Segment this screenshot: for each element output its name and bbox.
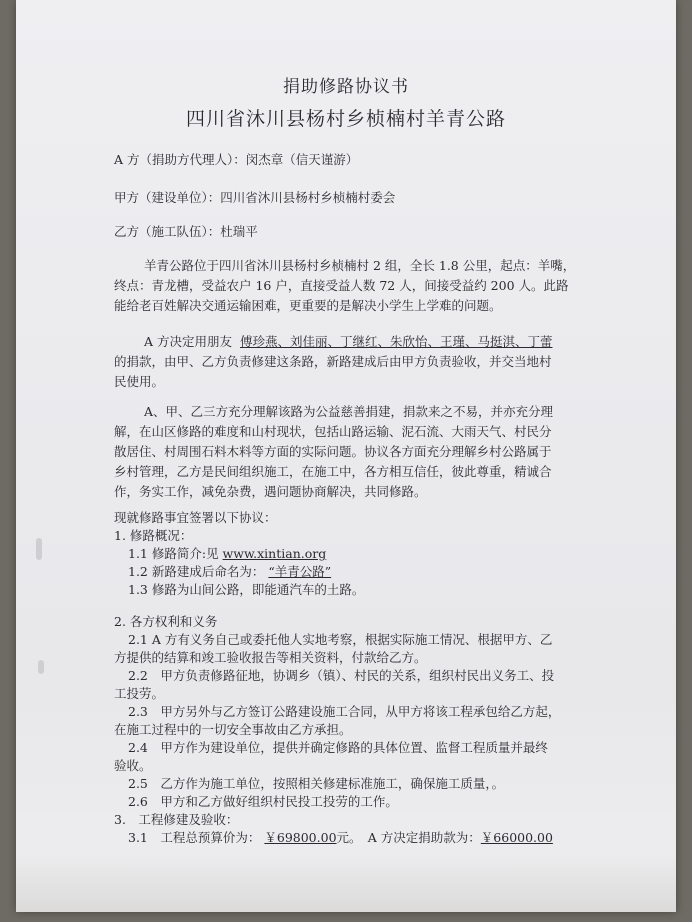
section3-item1: 3.1 工程总预算价为： ￥69800.00元。 A 方决定捐助款为：￥66000.00 <box>128 830 553 845</box>
section2-line: 在施工过程中的一切安全事故由乙方承担。 <box>114 722 352 737</box>
section2-line: 2.1 A 方有义务自己或委托他人实地考察，根据实际施工情况、根据甲方、乙 <box>128 632 553 647</box>
section3-heading: 3. 工程修建及验收： <box>114 812 239 827</box>
para3-line: 散居住、村周围石料木料等方面的实际问题。协议各方面充分理解乡村公路属于 <box>114 444 552 459</box>
party-jia: 甲方（建设单位）：四川省沐川县杨村乡桢楠村委会 <box>114 190 396 205</box>
para2-line: 民使用。 <box>114 374 165 389</box>
budget-amount: ￥69800.00 <box>264 830 337 845</box>
document-title: 捐助修路协议书 <box>283 77 409 97</box>
para1-line: 羊青公路位于四川省沐川县杨村乡桢楠村 2 组，全长 1.8 公里，起点：羊嘴， <box>144 258 576 273</box>
para3-line: 作，务实工作，减免杂费，遇问题协商解决，共同修路。 <box>114 484 427 499</box>
para2-line: 的捐款，由甲、乙方负责修建这条路，新路建成后由甲方负责验收，并交当地村 <box>114 354 552 369</box>
section1-heading: 1. 修路概况： <box>114 528 193 543</box>
para2-line: A 方决定用朋友 傅珍燕、刘佳丽、丁继红、朱欣怡、王瑾、马挺淇、丁蕾 <box>144 334 553 349</box>
section2-line: 方提供的结算和竣工验收报告等相关资料，付款给乙方。 <box>114 650 427 665</box>
section1-item1: 1.1 修路简介:见 www.xintian.org <box>128 546 327 561</box>
section1-item3: 1.3 修路为山间公路，即能通汽车的土路。 <box>128 582 365 597</box>
donation-amount: ￥66000.00 <box>480 830 553 845</box>
section2-line: 验收。 <box>114 758 152 773</box>
party-a: A 方（捐助方代理人）：闵杰章（信天谨游） <box>114 152 359 167</box>
section2-line: 2.6 甲方和乙方做好组织村民投工投劳的工作。 <box>128 794 398 809</box>
punch-hole <box>36 538 42 560</box>
agreement-intro: 现就修路事宜签署以下协议： <box>114 510 277 525</box>
para1-line: 终点：青龙槽，受益农户 16 户，直接受益人数 72 人，间接受益约 200 人。此路 <box>114 278 569 293</box>
party-yi: 乙方（施工队伍）：杜瑞平 <box>114 224 258 239</box>
section2-line: 2.4 甲方作为建设单位，提供并确定修路的具体位置、监督工程质量并最终 <box>128 740 548 755</box>
para3-line: 解，在山区修路的难度和山村现状，包括山路运输、泥石流、大雨天气、村民分 <box>114 424 552 439</box>
document-subtitle: 四川省沐川县杨村乡桢楠村羊青公路 <box>185 108 506 130</box>
punch-hole <box>38 660 44 674</box>
section2-line: 工投劳。 <box>114 686 165 701</box>
section1-item2: 1.2 新路建成后命名为： “羊青公路” <box>128 564 332 579</box>
website-link[interactable]: www.xintian.org <box>222 546 327 561</box>
friends-list: 傅珍燕、刘佳丽、丁继红、朱欣怡、王瑾、马挺淇、丁蕾 <box>239 334 553 349</box>
agreement-document <box>16 0 676 912</box>
section2-line: 2.2 甲方负责修路征地，协调乡（镇）、村民的关系，组织村民出义务工、投 <box>128 668 555 683</box>
para1-line: 能给老百姓解决交通运输困难，更重要的是解决小学生上学难的问题。 <box>114 298 502 313</box>
para3-line: 乡村管理，乙方是民间组织施工，在施工中，各方相互信任，彼此尊重，精诚合 <box>114 464 552 479</box>
para3-line: A、甲、乙三方充分理解该路为公益慈善捐建，捐款来之不易，并亦充分理 <box>144 404 554 419</box>
section2-heading: 2. 各方权利和义务 <box>114 614 218 629</box>
road-name: “羊青公路” <box>268 564 332 579</box>
section2-line: 2.5 乙方作为施工单位，按照相关修建标准施工，确保施工质量，。 <box>128 776 505 791</box>
section2-line: 2.3 甲方另外与乙方签订公路建设施工合同，从甲方将该工程承包给乙方起， <box>128 704 561 719</box>
